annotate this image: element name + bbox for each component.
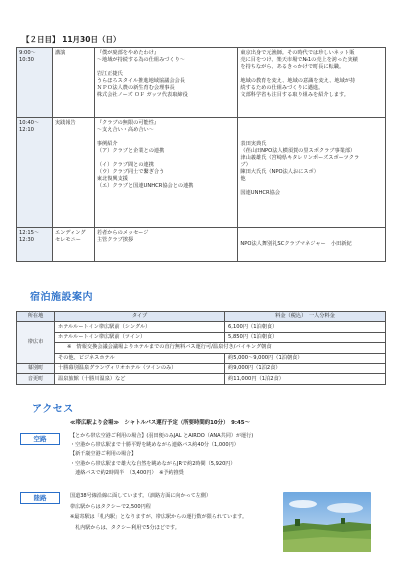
hotel-section-title: 宿泊施設案内 — [30, 292, 93, 303]
program-lines — [97, 230, 236, 244]
price-cell: 6,100円（1泊朝食） — [225, 322, 386, 332]
text-line: うらほろスタイル推進地域協議会会長 — [96, 77, 185, 84]
hotel-row — [17, 353, 386, 363]
text-line: ※最寄駅は「札内駅」となりますが、帯広駅からの運行数が限られています。 — [70, 514, 248, 520]
text-line: （イ）クラブ間との連携 — [96, 161, 154, 168]
schedule-row-report — [17, 118, 386, 228]
program-cell — [94, 48, 238, 118]
text-line: ～支え合い・高め合い～ — [96, 126, 154, 133]
text-line: 地域の教育を変え、地域の意識を変え、地域が持 — [240, 77, 356, 84]
type-cell: ホテルルートイン帯広駅前（ツイン） — [55, 332, 225, 342]
landscape-photo — [283, 492, 371, 552]
access-title: アクセス — [32, 404, 74, 415]
text-line: エンディング — [54, 229, 86, 236]
schedule-row-keynote — [17, 48, 386, 118]
hotel-row — [17, 374, 386, 384]
text-line: ・空港から帯広駅まで十勝平野を眺めながら連絡バス約40分（1,000円） — [70, 442, 239, 449]
text-line — [240, 183, 383, 190]
text-line: 国道38号線沿線に面しています。（訓路方面に向かって左側） — [70, 493, 212, 499]
kind-cell — [52, 228, 94, 262]
text-line: 国連UNHCR協会 — [240, 189, 280, 196]
schedule-table — [16, 47, 386, 262]
text-line: （ウ）クラブ同士で繋ぎ合う — [96, 168, 165, 175]
price-cell: 約11,000円（1泊2食） — [225, 374, 386, 384]
header-type: タイプ — [55, 312, 225, 322]
presenter-lines — [240, 120, 383, 197]
text-line: 若者からのメッセージ — [96, 229, 149, 236]
type-cell: その他、ビジネスホテル — [55, 353, 225, 363]
text-line — [97, 64, 236, 71]
landscape-photo-image — [283, 492, 371, 552]
description-cell — [238, 48, 386, 118]
text-line: 津山義雄氏（宮崎県キタレリンポーズスポーツクラ — [240, 154, 360, 161]
text-line: 『僕が廃部をやめたわけ』 — [96, 49, 160, 56]
shuttle-bus-info: ≪帯広駅より会場≫ シャトルバス運行予定（所要時間約10分） 9:45～ — [70, 420, 250, 426]
text-line — [240, 71, 383, 78]
text-line: 札内駅からは、タクシー利用で5分ほどです。 — [70, 524, 180, 531]
text-line: 連絡バスで約2時間半 （3,400円） ※予約推奨 — [70, 469, 184, 476]
text-line: 帯広駅からはタクシーで2,500円程 — [70, 503, 151, 510]
hotel-note-row — [17, 343, 386, 353]
text-line: 東京出身で元漁師。その時代では珍しいネット販 — [240, 49, 355, 56]
text-line: 他 — [240, 175, 246, 182]
text-line — [240, 127, 383, 134]
land-route-label: 陸路 — [20, 492, 60, 504]
kind-cell: 実践報告 — [52, 118, 94, 228]
time-cell: 10:40～12:10 — [17, 118, 53, 228]
text-line — [97, 134, 236, 141]
text-line: ＮＰＯ法人農の新生育む会理事長 — [96, 84, 175, 91]
text-line: 東北復興支援 — [96, 175, 128, 182]
price-cell: 5,850円（1泊朝食） — [225, 332, 386, 342]
time-cell: 9:00～10:30 — [17, 48, 53, 118]
price-cell: 約5,000～9,000円（1泊朝食） — [225, 353, 386, 363]
text-line — [97, 155, 236, 162]
program-cell — [94, 228, 238, 262]
text-line: 事例紹介 — [96, 140, 118, 147]
text-line: 陳田大氏氏（NPO法人おにスポ） — [240, 168, 319, 175]
text-line: 岩江正捷氏 — [96, 70, 123, 77]
kind-lines — [55, 230, 92, 244]
type-cell: ホテルルートイン帯広駅前（シングル） — [55, 322, 225, 332]
air-route-details — [70, 432, 388, 478]
type-cell: 温泉旅館（十勝川温泉）など — [55, 374, 225, 384]
text-line: を持ちながら、あるきっかけで町長に転職。 — [240, 63, 345, 70]
hotel-table — [16, 311, 386, 385]
text-line: 表田実典氏 — [240, 140, 267, 147]
text-line: （エ）クラブと国連UNHCR協会との連携 — [96, 182, 194, 189]
area-cell: 帯広市 — [17, 322, 55, 364]
hotel-row — [17, 332, 386, 342]
text-line — [240, 134, 383, 141]
day-title: 【２日目】 11月30日（日） — [22, 35, 121, 44]
area-cell: 音更町 — [17, 374, 55, 384]
header-price: 料金（税込） 一人分料金 — [225, 312, 386, 322]
hotel-row — [17, 322, 386, 332]
kind-cell: 講演 — [52, 48, 94, 118]
presenter-cell — [238, 118, 386, 228]
text-line: 『クラブの無限の可能性』 — [96, 119, 160, 126]
text-line: 【新千歳空港ご利用の場合】 — [70, 451, 137, 458]
text-line — [240, 120, 383, 127]
description-lines — [240, 50, 383, 99]
text-line: 株式会社ノーズ ＯＦ ガッツ代表取締役 — [96, 91, 188, 98]
schedule-row-ending — [17, 228, 386, 262]
text-line: 主管クラブ挨拶 — [96, 236, 134, 243]
text-line: （荏山田NPO法人横須賀の里スポクラブ事業部） — [240, 147, 356, 154]
text-line: 【とかち帯広空港ご利用の場合】(羽田便のみJAL とAIRDO（ANA共同）が運行) — [70, 433, 254, 439]
text-line: 売に目をつけ、楽天市場で№1の売上を誇った実績 — [240, 56, 358, 63]
hotel-row — [17, 363, 386, 373]
program-cell — [94, 118, 238, 228]
text-line: セレモニー — [54, 236, 81, 243]
note-cell: ※ 情報交換会議会議場よりホテルまでの直行無料バス運行可/温泉付き/バイキング朝食 — [55, 343, 386, 353]
hotel-header-row — [17, 312, 386, 322]
area-cell: 幕別町 — [17, 363, 55, 373]
program-lines — [97, 120, 236, 190]
text-line: 続するための仕組みづくりに邁進。 — [240, 84, 324, 91]
text-line: ～地域が持続する為の仕組みづくり～ — [96, 56, 185, 63]
text-line: （ア）クラブと企業との連携 — [96, 147, 165, 154]
price-cell: 約9,000円（1泊2食） — [225, 363, 386, 373]
program-lines — [97, 50, 236, 99]
time-cell: 12:15～12:30 — [17, 228, 53, 262]
text-line: 文部科学省も注目する取り組みを紹介します。 — [240, 91, 349, 98]
text-line: ブ） — [240, 161, 251, 168]
type-cell: 十勝幕別温泉グランヴィリオホテル（ツインのみ） — [55, 363, 225, 373]
speaker-cell: NPO法人舞別礼SCクラブマネジャー 小田新紀 — [238, 228, 386, 262]
air-route-label: 空路 — [20, 433, 60, 445]
text-line: ・空港から帯広駅まで雄大な自然を眺めながらJRで約2時間（5,920円） — [70, 460, 236, 467]
header-area: 所在地 — [17, 312, 55, 322]
